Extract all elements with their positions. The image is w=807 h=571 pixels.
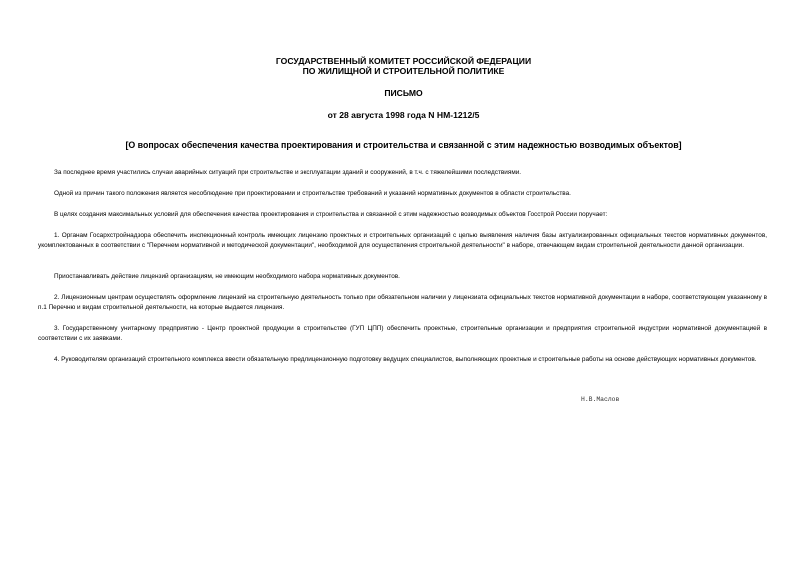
document-subject: [О вопросах обеспечения качества проектирования и строительства и связанной с этим надежностью возводимых объектов] [125,140,682,150]
paragraph-item-2: 2. Лицензионным центрам осуществлять оформление лицензий на строительную деятельность только при обязательном наличии у лицензиата официальных текстов нормативной документации в наборе, соответствующем указанному в п.1 Перечню и видам строительной деятельности, на которые выдается лицензия. [38,294,767,311]
paragraph-item-3: 3. Государственному унитарному предприятию - Центр проектной продукции в строительстве (ГУП ЦПП) обеспечить проектные, строительные организации и предприятия строительной индустрии нормативной документацией в соответствии с их заявками. [38,325,767,342]
issuer-line-2: ПО ЖИЛИЩНОЙ И СТРОИТЕЛЬНОЙ ПОЛИТИКЕ [302,66,505,76]
paragraph: Одной из причин такого положения является несоблюдение при проектировании и строительстве требований и указаний нормативных документов в области строительства. [54,190,571,197]
paragraph: За последнее время участились случаи аварийных ситуаций при строительстве и эксплуатации зданий и сооружений, в т.ч. с тяжелейшими последствиями. [54,169,522,176]
document-date-number: от 28 августа 1998 года N НМ-1212/5 [327,110,480,120]
paragraph: В целях создания максимальных условий для обеспечения качества проектирования и строительства и связанной с этим надежностью возводимых объектов Госстрой России поручает: [54,211,608,218]
document-type: ПИСЬМО [384,88,423,98]
paragraph-item-4: 4. Руководителям организаций строительного комплекса ввести обязательную предлицензионную подготовку ведущих специалистов, выполняющих проектные и строительные работы на основе действующих нормативных документов. [54,356,757,363]
paragraph-item-1: 1. Органам Госархстройнадзора обеспечить инспекционный контроль имеющих лицензию проектных и строительных организаций с целью выявления наличия базы актуализированных официальных текстов нормативных документов, укомплектованных в соответствии с "Перечнем нормативной и методической документации", необходимой для осуществления строительной деятельности" в наборе, отвечающем видам строительной деятельности данной организации. [38,232,767,249]
issuer-line-1: ГОСУДАРСТВЕННЫЙ КОМИТЕТ РОССИЙСКОЙ ФЕДЕРАЦИИ [275,56,532,66]
paragraph: Приостанавливать действие лицензий организациям, не имеющим необходимого набора нормативных документов. [54,273,400,280]
signature: Н.В.Маслов [581,396,620,403]
